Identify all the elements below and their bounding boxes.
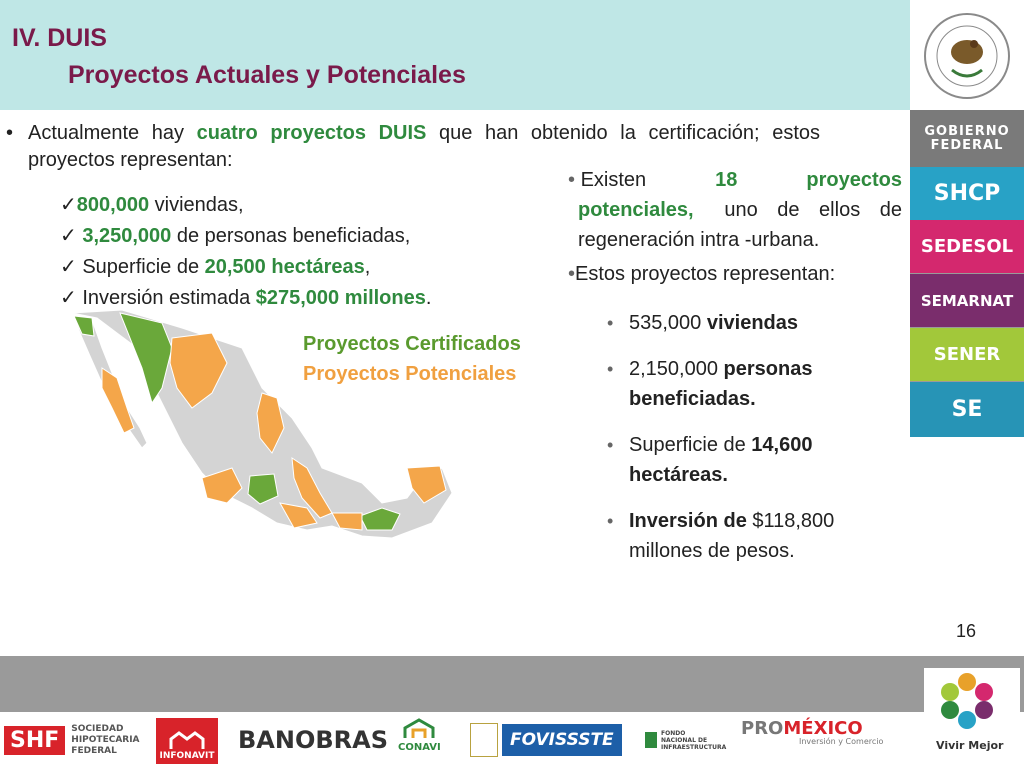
promexico-wordmark	[741, 718, 863, 739]
potenciales-line	[568, 195, 902, 225]
slide-title: IV. DUIS	[12, 24, 107, 52]
represent-line: •Estos proyectos representan:	[568, 263, 836, 285]
existen-line: • Existen 18 proyectos	[568, 165, 902, 195]
shf-mark: SHF	[4, 726, 65, 755]
check-value: $275,000 millones	[255, 287, 426, 309]
list-item	[607, 354, 867, 414]
sedesol-logo: SEDESOL	[910, 220, 1024, 273]
potenciales-text: potenciales,	[578, 199, 694, 221]
slide-subtitle: Proyectos Actuales y Potenciales	[68, 61, 466, 89]
footer-band	[0, 656, 1024, 712]
intro-text: Actualmente hay	[28, 122, 185, 144]
gobierno-federal-logo	[910, 110, 1024, 167]
check-text: ,	[364, 256, 371, 278]
item-after: $118,800 millones de pesos.	[629, 510, 835, 562]
check-item	[60, 190, 431, 221]
mexico-seal-icon	[922, 12, 1012, 100]
bullet-dot: •	[607, 359, 614, 379]
bullet-dot: •	[607, 511, 614, 531]
rest1-text: uno de ellos de	[724, 199, 902, 221]
list-item	[607, 506, 867, 566]
promexico-logo	[741, 718, 883, 762]
check-icon: ✓	[60, 256, 83, 278]
check-value: 3,250,000	[82, 225, 172, 247]
page-number: 16	[956, 621, 977, 641]
item-bold: Inversión de	[629, 510, 747, 532]
banobras-logo: BANOBRAS	[238, 726, 388, 754]
fonadin-word: FONDO	[661, 729, 686, 737]
list-item	[607, 308, 867, 338]
item-normal: Superficie de	[629, 434, 752, 456]
projects-count: 18	[715, 169, 738, 191]
item-normal: 2,150,000	[629, 358, 724, 380]
legend-potential: Proyectos Potenciales	[303, 363, 517, 385]
check-icon: ✓	[60, 287, 83, 309]
fovissste-badge-icon	[470, 723, 498, 757]
fonadin-logo	[645, 718, 726, 762]
bullet-dot: •	[607, 313, 614, 333]
check-text: viviendas,	[149, 194, 244, 216]
shcp-logo: SHCP	[910, 167, 1024, 220]
item-bold: personas beneficiadas.	[629, 358, 813, 410]
regeneracion-line: regeneración intra -urbana.	[578, 229, 820, 251]
potential-stats-list	[607, 308, 867, 582]
certified-stats-list	[60, 190, 431, 314]
fonadin-words	[661, 730, 726, 751]
item-normal: 535,000	[629, 312, 707, 334]
fonadin-icon	[645, 732, 657, 748]
conavi-icon	[401, 718, 437, 742]
check-value: 800,000	[76, 194, 150, 216]
legend-certified: Proyectos Certificados	[303, 333, 521, 355]
fovissste-label: FOVISSSTE	[502, 724, 622, 756]
potential-region-baja-sur	[102, 368, 134, 433]
check-item	[60, 221, 431, 252]
existen-text: Existen	[580, 169, 647, 191]
fonadin-word: NACIONAL DE	[661, 736, 708, 744]
sener-logo: SENER	[910, 328, 1024, 381]
shf-word: HIPOTECARIA	[71, 734, 140, 745]
check-value: 20,500 hectáreas	[204, 256, 365, 278]
item-bold: viviendas	[706, 312, 799, 334]
shf-word: SOCIEDAD	[71, 723, 124, 734]
check-icon: ✓	[60, 225, 83, 247]
slide-header	[0, 0, 910, 110]
list-item	[607, 430, 867, 490]
rest-text: que han obtenido la certificación; estos proyectos representan:	[28, 122, 821, 171]
check-item	[60, 252, 431, 283]
item-bold: 14,600 hectáreas.	[629, 434, 813, 486]
infonavit-logo	[156, 718, 218, 764]
check-prefix: Inversión estimada	[82, 287, 256, 309]
infonavit-icon	[167, 731, 207, 751]
potential-projects-block	[568, 165, 902, 289]
semarnat-logo: SEMARNAT	[910, 274, 1024, 327]
gobierno-label: GOBIERNO	[924, 123, 1010, 139]
check-icon: ✓	[60, 194, 77, 216]
check-prefix: Superficie de	[82, 256, 205, 278]
promexico-mexico: MÉXICO	[783, 718, 863, 739]
infonavit-label: INFONAVIT	[159, 751, 215, 761]
federal-label: FEDERAL	[930, 137, 1004, 153]
bullet-dot: •	[607, 435, 614, 455]
shf-words	[71, 724, 139, 757]
fovissste-logo	[470, 718, 622, 762]
vivir-mejor-label: Vivir Mejor	[936, 739, 1004, 752]
shf-logo	[4, 718, 140, 762]
bullet-dot: •	[6, 122, 14, 144]
promexico-tagline: Inversión y Comercio	[799, 737, 884, 746]
se-logo: SE	[910, 382, 1024, 437]
conavi-logo	[398, 718, 441, 762]
vivir-mejor-flower-icon	[936, 670, 998, 732]
shf-word: FEDERAL	[71, 745, 117, 756]
proyectos-text: proyectos	[806, 169, 902, 191]
represent-text: Estos proyectos representan:	[575, 263, 836, 285]
fonadin-word: INFRAESTRUCTURA	[661, 743, 727, 751]
check-text: .	[425, 287, 432, 309]
highlight-text: cuatro proyectos DUIS	[196, 122, 427, 144]
promexico-pro: PRO	[741, 718, 784, 739]
conavi-label: CONAVI	[398, 742, 441, 753]
check-text: de personas beneficiadas,	[171, 225, 411, 247]
